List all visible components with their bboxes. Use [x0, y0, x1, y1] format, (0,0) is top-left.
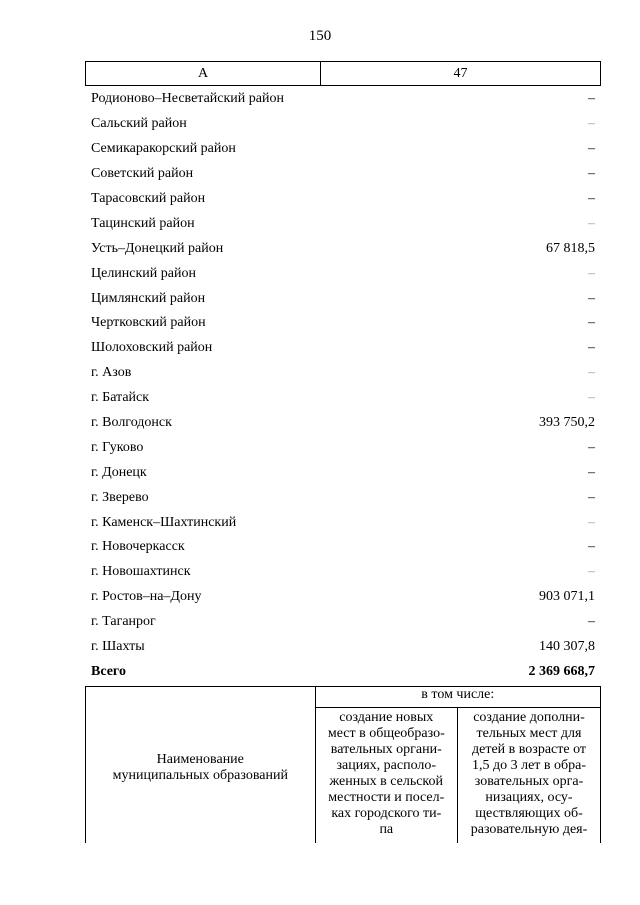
- municipality-name: Усть–Донецкий район: [91, 240, 224, 256]
- row-value: –: [588, 439, 595, 455]
- row-value: 903 071,1: [539, 589, 595, 605]
- row-value: –: [588, 116, 595, 132]
- municipality-name: Сальский район: [91, 116, 187, 132]
- table-row: [85, 87, 601, 112]
- column-47-header: 47: [321, 62, 601, 86]
- row-value: –: [588, 365, 595, 381]
- municipality-name: г. Таганрог: [91, 614, 156, 630]
- row-value: –: [588, 166, 595, 182]
- new-places-rural-text: создание новых мест в общеобразо- вательных органи- зациях, располо- женных в сельской местности и посел- ках городского ти- па: [327, 710, 445, 837]
- table-row: [85, 386, 601, 411]
- table-row: [85, 137, 601, 162]
- row-value: –: [588, 91, 595, 107]
- municipality-name: г. Батайск: [91, 390, 150, 406]
- row-value: 67 818,5: [546, 240, 595, 256]
- table-row: [85, 112, 601, 137]
- table-row: [85, 236, 601, 261]
- municipality-name: Советский район: [91, 166, 194, 182]
- table-row: [85, 361, 601, 386]
- table-row: [85, 485, 601, 510]
- municipality-name: г. Шахты: [91, 639, 145, 655]
- table-row: [85, 610, 601, 635]
- municipality-name: г. Зверево: [91, 489, 149, 505]
- row-value: –: [588, 514, 595, 530]
- page-bottom-margin: [85, 843, 601, 905]
- table-row: [85, 411, 601, 436]
- table-row: [85, 187, 601, 212]
- column-a-header: А: [86, 62, 321, 86]
- row-value: –: [588, 191, 595, 206]
- row-value: –: [588, 464, 595, 480]
- municipality-name: г. Гуково: [91, 439, 144, 455]
- row-value: –: [588, 215, 595, 231]
- municipality-name: г. Новошахтинск: [91, 564, 191, 580]
- table-row: [85, 435, 601, 460]
- extra-places-toddlers-text: создание дополни- тельных мест для детей в возрасте от 1,5 до 3 лет в обра- зовательных орга- низациях, осу- ществляющих об- разовательную дея-: [470, 710, 588, 837]
- table-row: [85, 585, 601, 610]
- row-value: –: [588, 564, 595, 580]
- row-value: –: [588, 489, 595, 505]
- table-row: [85, 311, 601, 336]
- municipality-name: Родионово–Несветайский район: [91, 91, 284, 107]
- municipality-name: Семикаракорский район: [91, 141, 236, 157]
- row-value: –: [588, 141, 595, 157]
- row-value: –: [588, 265, 595, 281]
- row-value: –: [588, 539, 595, 555]
- including-header: в том числе:: [315, 687, 600, 708]
- row-value: 140 307,8: [539, 639, 595, 655]
- municipality-name: г. Новочеркасск: [91, 539, 185, 555]
- total-row: [85, 659, 601, 684]
- municipal-name-header-text: Наименование муниципальных образований: [112, 752, 288, 783]
- extra-places-toddlers-header: [458, 708, 601, 850]
- row-value: –: [588, 390, 595, 406]
- continuation-header-table: [85, 686, 601, 850]
- page-number: 150: [308, 28, 332, 44]
- municipality-name: Цимлянский район: [91, 290, 206, 306]
- municipality-name: Целинский район: [91, 265, 196, 281]
- table-row: [85, 560, 601, 585]
- table-row: [85, 211, 601, 236]
- municipality-name: Тарасовский район: [91, 191, 206, 206]
- municipality-name: г. Азов: [91, 365, 132, 381]
- municipality-name: г. Донецк: [91, 464, 147, 480]
- table-row: [85, 460, 601, 485]
- total-value: 2 369 668,7: [528, 663, 595, 679]
- row-value: 393 750,2: [539, 415, 595, 431]
- table-row: [85, 535, 601, 560]
- row-value: –: [588, 290, 595, 306]
- table-row: [85, 261, 601, 286]
- municipality-name: г. Ростов–на–Дону: [91, 589, 202, 605]
- table-row: [85, 336, 601, 361]
- table-row: [85, 510, 601, 535]
- municipality-name: Тацинский район: [91, 215, 195, 231]
- new-places-rural-header: [315, 708, 457, 850]
- row-value: –: [588, 614, 595, 630]
- row-value: –: [588, 315, 595, 331]
- table-row: [85, 162, 601, 187]
- municipality-name: Чертковский район: [91, 315, 206, 331]
- municipality-name: г. Каменск–Шахтинский: [91, 514, 237, 530]
- column-header-table: [85, 61, 601, 86]
- table-row: [85, 635, 601, 660]
- municipality-name: Шолоховский район: [91, 340, 213, 356]
- municipality-name: г. Волгодонск: [91, 415, 172, 431]
- total-label: Всего: [91, 663, 126, 679]
- municipal-name-header: [86, 687, 316, 850]
- table-row: [85, 286, 601, 311]
- row-value: –: [588, 340, 595, 356]
- data-rows: [85, 87, 601, 684]
